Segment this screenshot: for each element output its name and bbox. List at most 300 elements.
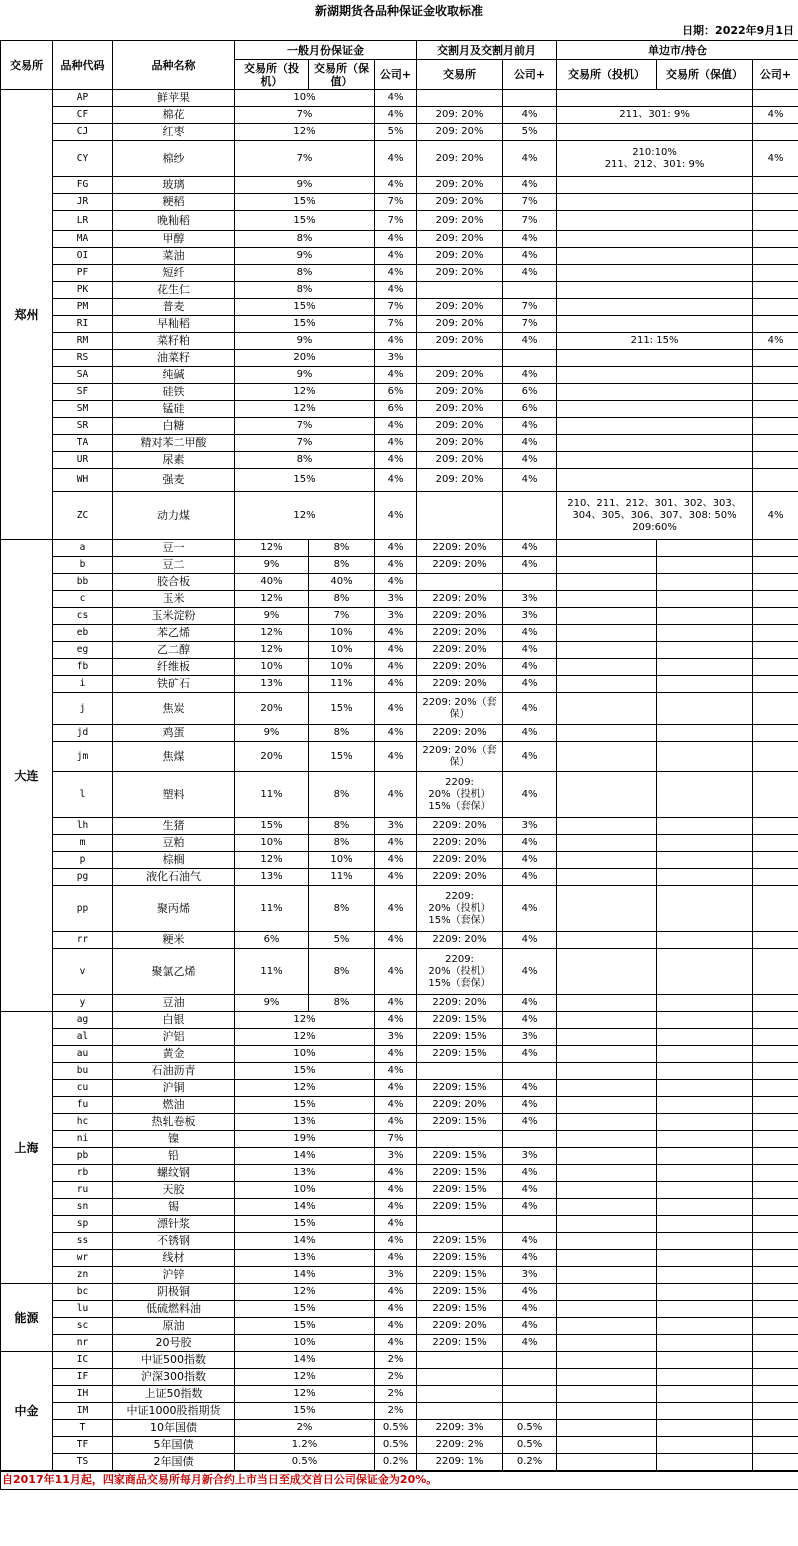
header-exchange-speculation: 交易所（投机）	[235, 60, 309, 90]
product-code-cell: hc	[53, 1114, 113, 1131]
delivery-company-plus-cell: 4%	[503, 107, 557, 124]
table-row	[1, 1046, 798, 1063]
table-row	[1, 932, 798, 949]
company-plus-cell: 4%	[375, 333, 417, 350]
unilateral-hedge-cell	[657, 1352, 753, 1369]
table-row	[1, 418, 798, 435]
general-margin-cell: 15%	[235, 1318, 375, 1335]
product-code-cell: RI	[53, 316, 113, 333]
product-name-cell: 苯乙烯	[113, 625, 235, 642]
product-code-cell: jd	[53, 725, 113, 742]
product-name-cell: 玻璃	[113, 177, 235, 194]
hedge-margin-cell: 10%	[309, 852, 375, 869]
product-code-cell: LR	[53, 211, 113, 231]
product-code-cell: T	[53, 1420, 113, 1437]
delivery-margin-cell: 2209: 15%	[417, 1182, 503, 1199]
speculation-margin-cell: 11%	[235, 772, 309, 818]
product-code-cell: zn	[53, 1267, 113, 1284]
unilateral-company-plus-cell	[753, 90, 798, 107]
delivery-company-plus-cell: 3%	[503, 591, 557, 608]
table-row	[1, 316, 798, 333]
delivery-company-plus-cell: 4%	[503, 659, 557, 676]
product-code-cell: sp	[53, 1216, 113, 1233]
delivery-company-plus-cell: 4%	[503, 540, 557, 557]
delivery-margin-cell	[417, 90, 503, 107]
delivery-company-plus-cell: 4%	[503, 1301, 557, 1318]
delivery-margin-cell: 2209: 20%（套保）	[417, 742, 503, 772]
hedge-margin-cell: 8%	[309, 725, 375, 742]
speculation-margin-cell: 12%	[235, 625, 309, 642]
table-row	[1, 333, 798, 350]
unilateral-speculation-cell	[557, 1182, 657, 1199]
speculation-margin-cell: 11%	[235, 949, 309, 995]
table-row	[1, 1267, 798, 1284]
table-row	[1, 384, 798, 401]
unilateral-company-plus-cell	[753, 557, 798, 574]
delivery-company-plus-cell: 4%	[503, 469, 557, 492]
speculation-margin-cell: 10%	[235, 659, 309, 676]
product-name-cell: 沪深300指数	[113, 1369, 235, 1386]
product-code-cell: p	[53, 852, 113, 869]
delivery-margin-cell: 2209: 20%	[417, 608, 503, 625]
delivery-company-plus-cell: 4%	[503, 141, 557, 177]
unilateral-company-plus-cell	[753, 316, 798, 333]
product-name-cell: 原油	[113, 1318, 235, 1335]
delivery-company-plus-cell	[503, 1369, 557, 1386]
unilateral-hedge-cell	[657, 1182, 753, 1199]
delivery-company-plus-cell: 7%	[503, 211, 557, 231]
company-plus-cell: 4%	[375, 435, 417, 452]
company-plus-cell: 6%	[375, 384, 417, 401]
unilateral-hedge-cell	[657, 557, 753, 574]
delivery-margin-cell: 2209: 20%	[417, 591, 503, 608]
unilateral-speculation-cell	[557, 818, 657, 835]
unilateral-speculation-cell	[557, 1437, 657, 1454]
unilateral-company-plus-cell	[753, 852, 798, 869]
header-unilateral-company-plus: 公司+	[753, 60, 798, 90]
hedge-margin-cell: 10%	[309, 625, 375, 642]
product-name-cell: 沪铝	[113, 1029, 235, 1046]
company-plus-cell: 3%	[375, 591, 417, 608]
product-name-cell: 棉花	[113, 107, 235, 124]
unilateral-company-plus-cell	[753, 1267, 798, 1284]
header-general-margin: 一般月份保证金	[235, 41, 417, 60]
product-name-cell: 聚氯乙烯	[113, 949, 235, 995]
company-plus-cell: 3%	[375, 350, 417, 367]
table-row	[1, 1369, 798, 1386]
product-name-cell: 乙二醇	[113, 642, 235, 659]
speculation-margin-cell: 20%	[235, 693, 309, 725]
unilateral-company-plus-cell	[753, 1318, 798, 1335]
unilateral-margin-cell	[557, 469, 753, 492]
general-margin-cell: 13%	[235, 1114, 375, 1131]
delivery-company-plus-cell: 6%	[503, 401, 557, 418]
delivery-company-plus-cell: 4%	[503, 1182, 557, 1199]
company-plus-cell: 4%	[375, 418, 417, 435]
header-unilateral: 单边市/持仓	[557, 41, 798, 60]
general-margin-cell: 12%	[235, 124, 375, 141]
unilateral-hedge-cell	[657, 1165, 753, 1182]
company-plus-cell: 7%	[375, 194, 417, 211]
product-code-cell: sc	[53, 1318, 113, 1335]
company-plus-cell: 7%	[375, 1131, 417, 1148]
unilateral-company-plus-cell	[753, 350, 798, 367]
unilateral-company-plus-cell	[753, 194, 798, 211]
company-plus-cell: 3%	[375, 1029, 417, 1046]
general-margin-cell: 8%	[235, 282, 375, 299]
table-row	[1, 1454, 798, 1471]
delivery-company-plus-cell	[503, 1063, 557, 1080]
unilateral-margin-cell: 211、301: 9%	[557, 107, 753, 124]
company-plus-cell: 7%	[375, 211, 417, 231]
unilateral-company-plus-cell	[753, 1216, 798, 1233]
product-code-cell: WH	[53, 469, 113, 492]
hedge-margin-cell: 10%	[309, 642, 375, 659]
general-margin-cell: 15%	[235, 316, 375, 333]
company-plus-cell: 7%	[375, 299, 417, 316]
table-row	[1, 625, 798, 642]
company-plus-cell: 4%	[375, 1301, 417, 1318]
general-margin-cell: 9%	[235, 367, 375, 384]
product-code-cell: rr	[53, 932, 113, 949]
product-name-cell: 生猪	[113, 818, 235, 835]
speculation-margin-cell: 12%	[235, 852, 309, 869]
product-name-cell: 动力煤	[113, 492, 235, 540]
delivery-company-plus-cell: 4%	[503, 625, 557, 642]
unilateral-margin-cell	[557, 231, 753, 248]
unilateral-speculation-cell	[557, 1454, 657, 1471]
general-margin-cell: 12%	[235, 401, 375, 418]
delivery-margin-cell	[417, 282, 503, 299]
delivery-margin-cell: 2209: 3%	[417, 1420, 503, 1437]
unilateral-company-plus-cell	[753, 772, 798, 818]
product-code-cell: l	[53, 772, 113, 818]
speculation-margin-cell: 13%	[235, 869, 309, 886]
product-name-cell: 螺纹钢	[113, 1165, 235, 1182]
delivery-company-plus-cell: 4%	[503, 1199, 557, 1216]
delivery-margin-cell: 2209: 15%	[417, 1267, 503, 1284]
unilateral-company-plus-cell	[753, 469, 798, 492]
unilateral-company-plus-cell	[753, 435, 798, 452]
general-margin-cell: 12%	[235, 1012, 375, 1029]
product-code-cell: IM	[53, 1403, 113, 1420]
company-plus-cell: 4%	[375, 835, 417, 852]
general-margin-cell: 15%	[235, 211, 375, 231]
company-plus-cell: 4%	[375, 1097, 417, 1114]
delivery-company-plus-cell	[503, 574, 557, 591]
product-code-cell: ni	[53, 1131, 113, 1148]
table-row	[1, 1097, 798, 1114]
delivery-company-plus-cell: 6%	[503, 384, 557, 401]
unilateral-company-plus-cell	[753, 367, 798, 384]
table-row	[1, 869, 798, 886]
delivery-margin-cell: 209: 20%	[417, 231, 503, 248]
delivery-company-plus-cell: 4%	[503, 1046, 557, 1063]
hedge-margin-cell: 8%	[309, 995, 375, 1012]
unilateral-company-plus-cell	[753, 659, 798, 676]
speculation-margin-cell: 12%	[235, 642, 309, 659]
delivery-company-plus-cell	[503, 350, 557, 367]
delivery-company-plus-cell: 4%	[503, 869, 557, 886]
table-row	[1, 367, 798, 384]
general-margin-cell: 12%	[235, 1386, 375, 1403]
unilateral-margin-cell	[557, 384, 753, 401]
unilateral-speculation-cell	[557, 1233, 657, 1250]
company-plus-cell: 3%	[375, 1148, 417, 1165]
delivery-company-plus-cell: 4%	[503, 452, 557, 469]
general-margin-cell: 12%	[235, 1284, 375, 1301]
product-name-cell: 液化石油气	[113, 869, 235, 886]
product-code-cell: sn	[53, 1199, 113, 1216]
general-margin-cell: 9%	[235, 248, 375, 265]
hedge-margin-cell: 8%	[309, 949, 375, 995]
product-code-cell: nr	[53, 1335, 113, 1352]
unilateral-company-plus-cell: 4%	[753, 107, 798, 124]
unilateral-company-plus-cell	[753, 1029, 798, 1046]
hedge-margin-cell: 15%	[309, 742, 375, 772]
unilateral-company-plus-cell	[753, 1250, 798, 1267]
unilateral-speculation-cell	[557, 693, 657, 725]
exchange-cell: 上海	[1, 1012, 53, 1284]
product-name-cell: 低硫燃料油	[113, 1301, 235, 1318]
table-row	[1, 557, 798, 574]
hedge-margin-cell: 8%	[309, 772, 375, 818]
company-plus-cell: 4%	[375, 949, 417, 995]
table-row	[1, 177, 798, 194]
table-row	[1, 107, 798, 124]
company-plus-cell: 0.2%	[375, 1454, 417, 1471]
company-plus-cell: 4%	[375, 1063, 417, 1080]
unilateral-company-plus-cell	[753, 1369, 798, 1386]
unilateral-margin-cell	[557, 124, 753, 141]
delivery-margin-cell	[417, 1063, 503, 1080]
unilateral-speculation-cell	[557, 742, 657, 772]
product-code-cell: eg	[53, 642, 113, 659]
general-margin-cell: 15%	[235, 1403, 375, 1420]
table-row	[1, 1386, 798, 1403]
unilateral-company-plus-cell	[753, 282, 798, 299]
product-code-cell: CJ	[53, 124, 113, 141]
delivery-margin-cell: 209: 20%	[417, 367, 503, 384]
product-code-cell: bu	[53, 1063, 113, 1080]
product-code-cell: y	[53, 995, 113, 1012]
product-name-cell: 豆粕	[113, 835, 235, 852]
delivery-company-plus-cell: 0.2%	[503, 1454, 557, 1471]
product-code-cell: fb	[53, 659, 113, 676]
delivery-margin-cell: 2209: 20%	[417, 676, 503, 693]
unilateral-speculation-cell	[557, 1284, 657, 1301]
unilateral-company-plus-cell	[753, 1454, 798, 1471]
delivery-company-plus-cell: 4%	[503, 1165, 557, 1182]
exchange-cell: 能源	[1, 1284, 53, 1352]
general-margin-cell: 14%	[235, 1233, 375, 1250]
unilateral-company-plus-cell	[753, 401, 798, 418]
delivery-margin-cell: 209: 20%	[417, 107, 503, 124]
speculation-margin-cell: 9%	[235, 557, 309, 574]
company-plus-cell: 4%	[375, 725, 417, 742]
unilateral-hedge-cell	[657, 1386, 753, 1403]
unilateral-margin-cell	[557, 194, 753, 211]
table-row	[1, 1114, 798, 1131]
general-margin-cell: 10%	[235, 90, 375, 107]
unilateral-hedge-cell	[657, 608, 753, 625]
product-name-cell: 天胶	[113, 1182, 235, 1199]
general-margin-cell: 8%	[235, 231, 375, 248]
product-name-cell: 中证500指数	[113, 1352, 235, 1369]
table-row	[1, 90, 798, 107]
unilateral-company-plus-cell	[753, 231, 798, 248]
delivery-margin-cell: 2209: 20%（投机） 15%（套保）	[417, 886, 503, 932]
company-plus-cell: 2%	[375, 1369, 417, 1386]
unilateral-company-plus-cell	[753, 1233, 798, 1250]
table-row	[1, 1216, 798, 1233]
product-name-cell: 菜籽粕	[113, 333, 235, 350]
unilateral-company-plus-cell	[753, 1063, 798, 1080]
company-plus-cell: 4%	[375, 1165, 417, 1182]
delivery-company-plus-cell: 4%	[503, 231, 557, 248]
delivery-company-plus-cell: 4%	[503, 949, 557, 995]
company-plus-cell: 4%	[375, 693, 417, 725]
header-delivery-company-plus: 公司+	[503, 60, 557, 90]
unilateral-company-plus-cell	[753, 1301, 798, 1318]
unilateral-company-plus-cell	[753, 124, 798, 141]
product-code-cell: TS	[53, 1454, 113, 1471]
exchange-cell: 大连	[1, 540, 53, 1012]
unilateral-speculation-cell	[557, 574, 657, 591]
unilateral-hedge-cell	[657, 835, 753, 852]
unilateral-company-plus-cell	[753, 932, 798, 949]
company-plus-cell: 0.5%	[375, 1437, 417, 1454]
delivery-company-plus-cell: 4%	[503, 1318, 557, 1335]
general-margin-cell: 7%	[235, 141, 375, 177]
product-name-cell: 粳米	[113, 932, 235, 949]
company-plus-cell: 4%	[375, 1114, 417, 1131]
product-code-cell: CY	[53, 141, 113, 177]
unilateral-company-plus-cell	[753, 1420, 798, 1437]
unilateral-company-plus-cell	[753, 608, 798, 625]
date-label: 日期：2022年9月1日	[682, 24, 794, 37]
margin-table	[0, 40, 798, 1490]
speculation-margin-cell: 9%	[235, 725, 309, 742]
product-code-cell: v	[53, 949, 113, 995]
table-row	[1, 886, 798, 932]
company-plus-cell: 7%	[375, 316, 417, 333]
speculation-margin-cell: 20%	[235, 742, 309, 772]
delivery-margin-cell: 209: 20%	[417, 435, 503, 452]
unilateral-speculation-cell	[557, 659, 657, 676]
product-name-cell: 鸡蛋	[113, 725, 235, 742]
unilateral-company-plus-cell	[753, 211, 798, 231]
unilateral-speculation-cell	[557, 1352, 657, 1369]
unilateral-company-plus-cell	[753, 1080, 798, 1097]
general-margin-cell: 14%	[235, 1267, 375, 1284]
delivery-margin-cell: 2209: 1%	[417, 1454, 503, 1471]
company-plus-cell: 4%	[375, 90, 417, 107]
general-margin-cell: 14%	[235, 1352, 375, 1369]
unilateral-speculation-cell	[557, 1216, 657, 1233]
unilateral-hedge-cell	[657, 886, 753, 932]
general-margin-cell: 8%	[235, 452, 375, 469]
table-row	[1, 1012, 798, 1029]
general-margin-cell: 15%	[235, 1063, 375, 1080]
product-code-cell: IH	[53, 1386, 113, 1403]
unilateral-margin-cell	[557, 299, 753, 316]
unilateral-hedge-cell	[657, 1029, 753, 1046]
company-plus-cell: 4%	[375, 1335, 417, 1352]
unilateral-hedge-cell	[657, 1335, 753, 1352]
delivery-margin-cell: 2209: 20%	[417, 869, 503, 886]
hedge-margin-cell: 8%	[309, 557, 375, 574]
unilateral-margin-cell: 210、211、212、301、302、303、304、305、306、307、308: 50% 209:60%	[557, 492, 753, 540]
delivery-company-plus-cell: 4%	[503, 1250, 557, 1267]
delivery-margin-cell: 2209: 20%（投机） 15%（套保）	[417, 949, 503, 995]
delivery-margin-cell: 2209: 20%	[417, 642, 503, 659]
unilateral-company-plus-cell	[753, 452, 798, 469]
unilateral-hedge-cell	[657, 869, 753, 886]
unilateral-company-plus-cell	[753, 299, 798, 316]
delivery-margin-cell: 2209: 15%	[417, 1250, 503, 1267]
unilateral-hedge-cell	[657, 540, 753, 557]
company-plus-cell: 4%	[375, 469, 417, 492]
product-code-cell: lu	[53, 1301, 113, 1318]
delivery-company-plus-cell	[503, 1352, 557, 1369]
company-plus-cell: 4%	[375, 625, 417, 642]
unilateral-speculation-cell	[557, 1114, 657, 1131]
unilateral-company-plus-cell	[753, 248, 798, 265]
delivery-company-plus-cell: 4%	[503, 693, 557, 725]
table-row	[1, 852, 798, 869]
delivery-margin-cell: 2209: 15%	[417, 1046, 503, 1063]
delivery-margin-cell: 209: 20%	[417, 384, 503, 401]
unilateral-hedge-cell	[657, 574, 753, 591]
unilateral-company-plus-cell	[753, 642, 798, 659]
product-name-cell: 普麦	[113, 299, 235, 316]
hedge-margin-cell: 5%	[309, 932, 375, 949]
unilateral-company-plus-cell	[753, 1386, 798, 1403]
delivery-company-plus-cell: 4%	[503, 418, 557, 435]
delivery-company-plus-cell: 4%	[503, 1080, 557, 1097]
product-name-cell: 20号胶	[113, 1335, 235, 1352]
general-margin-cell: 13%	[235, 1250, 375, 1267]
product-name-cell: 塑料	[113, 772, 235, 818]
company-plus-cell: 4%	[375, 1233, 417, 1250]
product-name-cell: 白银	[113, 1012, 235, 1029]
product-code-cell: OI	[53, 248, 113, 265]
unilateral-speculation-cell	[557, 772, 657, 818]
delivery-company-plus-cell: 4%	[503, 742, 557, 772]
product-name-cell: 菜油	[113, 248, 235, 265]
unilateral-hedge-cell	[657, 932, 753, 949]
company-plus-cell: 4%	[375, 367, 417, 384]
general-margin-cell: 13%	[235, 1165, 375, 1182]
product-name-cell: 鲜苹果	[113, 90, 235, 107]
unilateral-company-plus-cell: 4%	[753, 333, 798, 350]
product-code-cell: UR	[53, 452, 113, 469]
table-row	[1, 949, 798, 995]
product-code-cell: au	[53, 1046, 113, 1063]
unilateral-speculation-cell	[557, 1080, 657, 1097]
product-code-cell: eb	[53, 625, 113, 642]
unilateral-speculation-cell	[557, 1250, 657, 1267]
hedge-margin-cell: 11%	[309, 676, 375, 693]
delivery-margin-cell: 2209: 20%（套保）	[417, 693, 503, 725]
delivery-company-plus-cell	[503, 1403, 557, 1420]
delivery-margin-cell: 2209: 20%	[417, 540, 503, 557]
table-row	[1, 540, 798, 557]
product-name-cell: 棕榈	[113, 852, 235, 869]
company-plus-cell: 4%	[375, 1318, 417, 1335]
delivery-margin-cell: 2209: 15%	[417, 1301, 503, 1318]
